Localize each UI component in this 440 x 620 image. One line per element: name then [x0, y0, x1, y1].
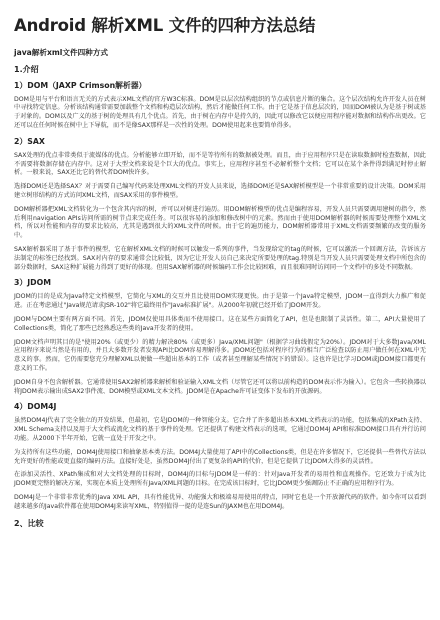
paragraph: JDOM自身不包含解析器。它通常使用SAX2解析器来解析和验证输入XML文档（尽管它还可以将以前构造的DOM表示作为输入）。它包含一些转换器以将JDOM表示输出成SAX2事件流、DOM模型或XML文本文档。JDOM是在Apache许可证变体下发布的开放源码。 [14, 378, 426, 395]
subsection-heading-dom: 1）DOM（JAXP Crimson解析器） [14, 80, 147, 90]
document-subtitle: java解析xml文件四种方式 [14, 47, 108, 57]
document-title: Android 解析XML 文件的四种方法总结 [14, 16, 316, 35]
section-heading-intro: 1.介绍 [14, 64, 39, 74]
paragraph: 在添加灵活性、XPath集成和对大文档处理的目标时，DOM4J的目标与JDOM是一样的：针对Java开发者的易用性和直观操作。它还致力于成为比JDOM更完整的解决方案，实现在本质上处理所有Java/XML问题的目标。在完成该目标时，它比JDOM更少强调防止不正确的应用程序行为。 [14, 471, 426, 488]
paragraph: DOM4J是一个非常非常优秀的Java XML API，具有性能优异、功能强大和极端易用使用的特点，同时它也是一个开放源代码的软件。如今你可以看到越来越多的Java软件都在使用DOM4J来读写XML，特别值得一提的是连Sun的JAXM也在用DOM4J。 [14, 493, 426, 510]
paragraph: SAX处理的优点非常类似于流媒体的优点。分析能够立即开始，而不是等待所有的数据被处理。而且，由于应用程序只是在读取数据时检查数据，因此不需要将数据存储在内存中。这对于大型文档来说是个巨大的优点。事实上，应用程序甚至不必解析整个文档；它可以在某个条件得到满足时停止解析。一般来说，SAX还比它的替代者DOM快许多。 [14, 151, 426, 177]
subsection-heading-sax: 2）SAX [14, 136, 45, 146]
paragraph: DOM解析器把XML文档转化为一个包含其内容的树，并可以对树进行遍历。用DOM解析模型的优点是编程容易，开发人员只需要调用建树的指令，然后利用navigation APIs访问所需的树节点来完成任务。可以很容易的添加和修改树中的元素。然而由于使用DOM解析器的时候需要处理整个XML文档，所以对性能和内存的要求比较高，尤其是遇到很大的XML文件的时候。由于它的遍历能力，DOM解析器常用于XML文档需要频繁的改变的服务中。 [14, 205, 426, 240]
paragraph: JDOM与DOM主要有两方面不同。首先，JDOM仅使用具体类而不使用接口。这在某些方面简化了API，但是也限制了灵活性。第二，API大量使用了Collections类，简化了那些已经熟悉这些类的Java开发者的使用。 [14, 315, 426, 332]
paragraph: 为支持所有这些功能，DOM4J使用接口和抽象基本类方法。DOM4J大量使用了API中的Collections类，但是在许多情况下，它还提供一些替代方法以允许更好的性能或更直接的编码方法。直接好处是，虽然DOM4J付出了更复杂的API的代价，但是它提供了比JDOM大得多的灵活性。 [14, 448, 426, 465]
subsection-heading-dom4j: 4）DOM4J [14, 402, 57, 412]
paragraph: JDOM文档声明其目的是"使用20%（或更少）的精力解决80%（或更多）Java/XML问题"（根据学习曲线假定为20%）。JDOM对于大多数Java/XML应用程序来说当然是有用的，并且大多数开发者发现API比DOM容易理解得多。JDOM还包括对程序行为的相当广泛检查以防止用户做任何在XML中无意义的事。然而，它仍需要您充分理解XML以便做一些超出基本的工作（或者甚至理解某些情况下的错误）。这也许是比学习DOM或JDOM接口都更有意义的工作。 [14, 338, 426, 372]
paragraph: SAX解析器采用了基于事件的模型，它在解析XML文档的时候可以触发一系列的事件，当发现给定的tag的时候，它可以激活一个回调方法，告诉该方法制定的标签已经找到。SAX对内存的要求通常会比较低，因为它让开发人员自己来决定所要处理的tag.特别是当开发人员只需要处理文档中所包含的部分数据时，SAX这种扩展能力得到了更好的体现。但用SAX解析器的时候编码工作会比较困难，而且很难同时访问同一个文档中的多处不同数据。 [14, 245, 426, 271]
paragraph: JDOM的目的是成为Java特定文档模型，它简化与XML的交互并且比使用DOM实现更快。由于是第一个Java特定模型，JDOM一直得到大力推广和促进。正在考虑通过"Java规范请求JSR-102"将它最终用作"Java标准扩展"。从2000年初就已经开始了JDOM开发。 [14, 293, 426, 310]
paragraph: 选择DOM还是选择SAX？对于需要自己编写代码来处理XML文档的开发人员来说，选择DOM还是SAX解析模型是一个非常重要的设计决策。DOM采用建立树形结构的方式访问XML文档，而SAX采用的事件模型。 [14, 183, 426, 199]
section-heading-compare: 2、比较 [14, 518, 44, 528]
paragraph: DOM是用与平台和语言无关的方式表示XML文档的官方W3C标准。DOM是以层次结构组织的节点或信息片断的集合。这个层次结构允许开发人员在树中寻找特定信息。分析该结构通常需要加载整个文档和构造层次结构，然后才能做任何工作。由于它是基于信息层次的，因而DOM被认为是基于树或基于对象的。DOM以及广义的基于树的处理具有几个优点。首先，由于树在内存中是持久的，因此可以修改它以便应用程序能对数据和结构作出更改。它还可以在任何时候在树中上下导航，而不是像SAX那样是一次性的处理。DOM使用起来也要简单得多。 [14, 95, 426, 130]
paragraph: 虽然DOM4J代表了完全独立的开发结果，但最初，它是JDOM的一种智能分支。它合并了许多超出基本XML文档表示的功能，包括集成的XPath支持、XML Schema支持以及用于大文档或流化文档的基于事件的处理。它还提供了构建文档表示的选项，它通过DOM4J API和标准DOM接口具有并行访问功能。从2000下半年开始，它就一直处于开发之中。 [14, 417, 426, 442]
subsection-heading-jdom: 3）JDOM [14, 278, 51, 288]
